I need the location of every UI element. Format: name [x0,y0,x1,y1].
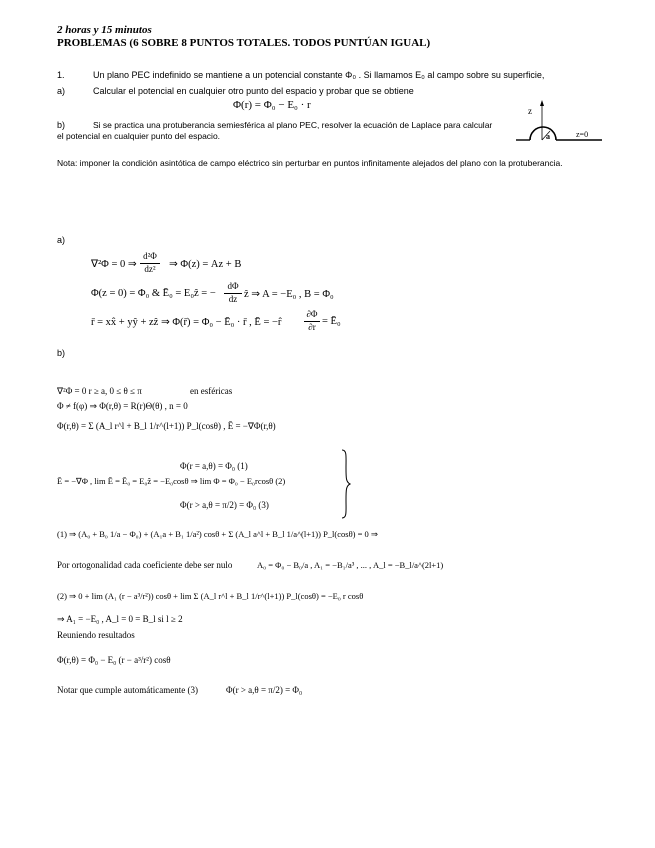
page-title: PROBLEMAS (6 SOBRE 8 PUNTOS TOTALES. TODOS PUNTÚAN IGUAL) [57,37,431,49]
radius-label: a [546,132,550,141]
sol-b-laplace: ∇²Φ = 0 r ≥ a, 0 ≤ θ ≤ π [57,386,142,396]
z-axis-arrowhead [540,100,544,106]
sol-a-eq1-right: ⇒ Φ(z) = Az + B [169,259,242,270]
sol-b-condition-1: Φ(r = a,θ) = Φ₀ (1) [180,461,248,471]
sol-b-apply-condition-2: (2) ⇒ 0 + lim (A₁ (r − a³/r²)) cosθ + lim Σ (A_l r^l + B_l 1/r^(l+1)) P_l(cosθ) = −E₀ r cosθ [57,591,364,601]
part-a-text: Calcular el potencial en cualquier otro punto del espacio y probar que se obtiene [93,86,414,96]
sol-b-condition-3: Φ(r > a,θ = π/2) = Φ₀ (3) [180,500,269,510]
right-brace-icon [340,448,352,520]
sol-b-apply-condition-1: (1) ⇒ (A₀ + B₀ 1/a − Φ₀) + (A₁a + B₁ 1/a²) cosθ + Σ (A_l a^l + B_l 1/a^(l+1)) P_l(cosθ) = 0 ⇒ [57,529,379,539]
sol-b-laplace-note: en esféricas [190,386,233,396]
plane-label: z=0 [576,130,589,139]
part-b-label: b) [57,120,66,130]
sol-b-check-eq: Φ(r > a,θ = π/2) = Φ₀ [226,685,303,695]
sol-a-eq1-num: d²Φ [143,251,157,261]
z-axis-label: z [528,106,532,116]
part-b-text: Si se practica una protuberancia semiesférica al plano PEC, resolver la ecuación de Laplace para calcular el potencial en cualquier punto del espacio. [57,120,493,141]
sol-b-condition-2: Ē = −∇Φ , lim Ē = Ē₀ = E₀ẑ = −E₀cosθ ⇒ lim Φ = Φ₀ − E₀rcosθ (2) [57,476,286,486]
sol-b-general-solution: Φ(r,θ) = Σ (A_l r^l + B_l 1/r^(l+1)) P_l(cosθ) , Ē = −∇Φ(r,θ) [57,421,276,431]
sol-a-eq2-right: ẑ ⇒ A = −E₀ , B = Φ₀ [244,289,334,300]
sol-a-eq1-den: dz² [144,264,156,274]
problem-statement: Un plano PEC indefinido se mantiene a un potencial constante Φ₀ . Si llamamos E₀ al campo sobre su superficie, [93,70,545,80]
problem-note: Nota: imponer la condición asintótica de campo eléctrico sin perturbar en puntos infinitamente alejados del plano con la protuberancia. [57,158,563,168]
part-a-formula: Φ(r) = Φ₀ − E₀ · r [233,99,311,111]
sol-b-orthogonality-eq: A₀ = Φ₀ − B₀/a , A₁ = −B₁/a³ , ... , A_l = −B_l/a^(2l+1) [257,560,444,570]
sol-a-eq2-left: Φ(z = 0) = Φ₀ & Ē₀ = E₀ẑ = − [91,288,216,299]
sol-a-eq3-num: ∂Φ [306,309,318,319]
sol-b-coefficients: ⇒ A₁ = −E₀ , A_l = 0 = B_l si l ≥ 2 [57,614,183,624]
sol-a-eq3-den: ∂r [308,322,316,332]
sol-b-gathering-text: Reuniendo resultados [57,630,135,640]
sol-a-eq3-right: = Ē₀ [322,316,341,327]
sol-b-check-text: Notar que cumple automáticamente (3) [57,685,198,695]
part-a-label: a) [57,86,66,96]
hemisphere-arc [530,127,556,140]
sol-a-eq3-left: r̄ = xx̂ + yŷ + zẑ ⇒ Φ(r̄) = Φ₀ − Ē₀ · r̄ , Ē = −r̂ [91,317,282,328]
sol-b-final-potential: Φ(r,θ) = Φ₀ − E₀ (r − a³/r²) cosθ [57,655,171,665]
sol-b-separation: Φ ≠ f(φ) ⇒ Φ(r,θ) = R(r)Θ(θ) , n = 0 [57,401,188,411]
hemisphere-figure [506,98,606,148]
exam-duration: 2 horas y 15 minutos [57,24,152,36]
problem-number: 1. [57,70,65,80]
sol-a-eq2-den: dz [228,294,238,304]
sol-a-eq2-num: dΦ [227,281,239,291]
sol-a-eq1-left: ∇²Φ = 0 ⇒ [91,259,137,270]
solution-a-label: a) [57,235,66,245]
sol-b-orthogonality-text: Por ortogonalidad cada coeficiente debe ser nulo [57,560,233,570]
solution-b-label: b) [57,348,66,358]
